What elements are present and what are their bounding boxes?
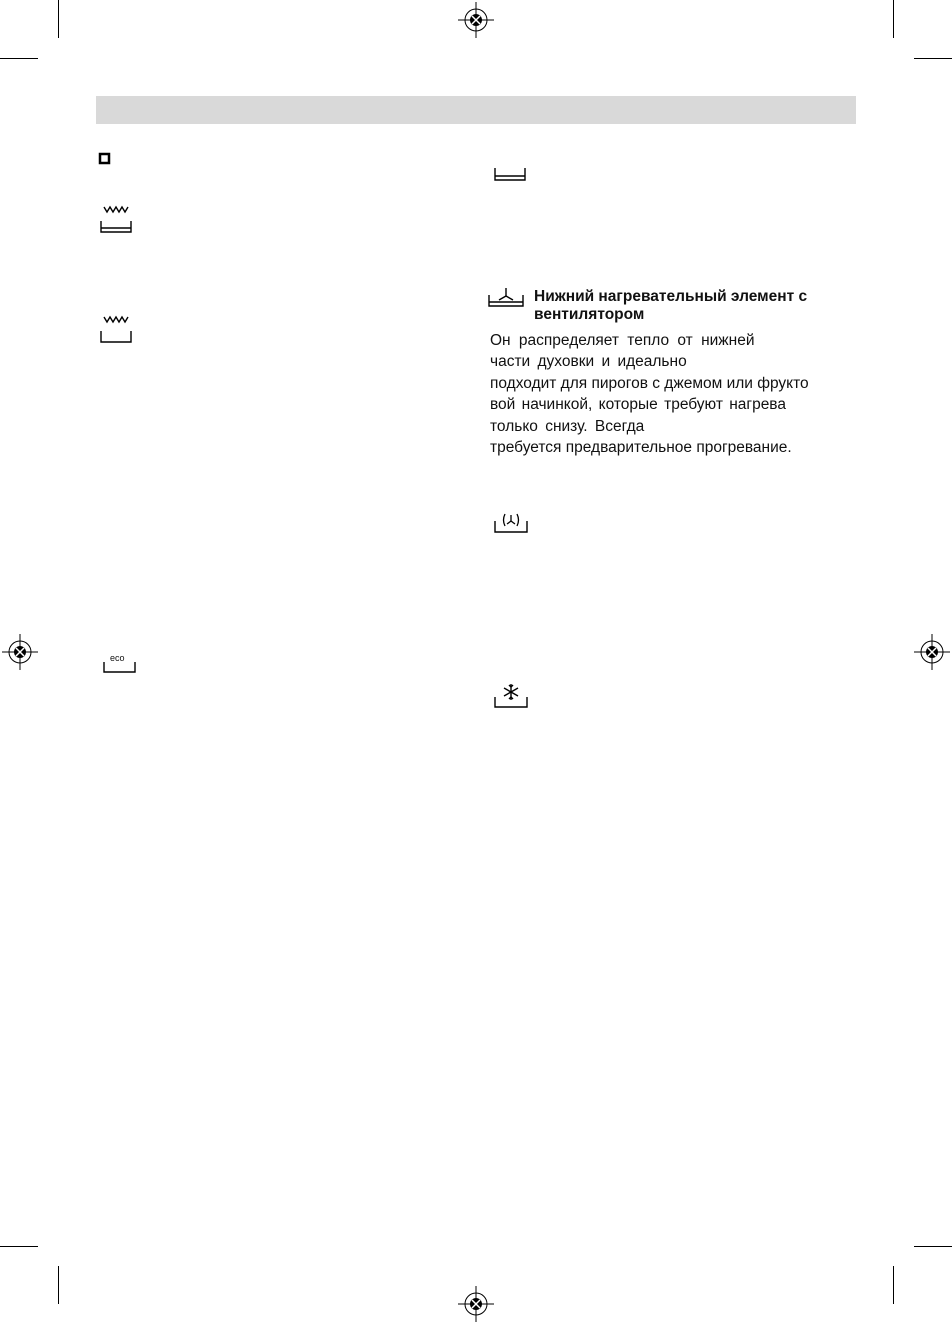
bottom-fan-heading	[534, 288, 864, 324]
description-line: только снизу. Всегда	[490, 417, 645, 435]
registration-mark-top-icon	[456, 0, 496, 40]
description-line: вой начинкой, которые требуют нагрева	[490, 396, 786, 414]
bottom-heat-fan-icon	[486, 284, 526, 310]
crop-mark-top-left-h	[0, 58, 38, 59]
off-square-icon	[98, 152, 112, 166]
description-line: Он распределяет тепло от нижней	[490, 332, 755, 349]
bottom-fan-description	[490, 330, 862, 458]
defrost-snowflake-icon	[492, 682, 530, 710]
top-bottom-heat-icon	[98, 202, 134, 236]
crop-mark-bottom-left-v	[58, 1266, 59, 1304]
description-line: требуется предварительное прогревание.	[490, 439, 792, 457]
registration-mark-right-icon	[912, 632, 952, 672]
eco-mode-icon	[100, 648, 140, 676]
heading-line: вентилятором	[534, 306, 645, 323]
crop-mark-bottom-right-v	[893, 1266, 894, 1304]
crop-mark-top-right-h	[914, 58, 952, 59]
crop-mark-bottom-right-h	[914, 1246, 952, 1247]
registration-mark-bottom-icon	[456, 1284, 496, 1324]
fan-heat-icon	[492, 510, 530, 536]
description-line: части духовки и идеально	[490, 353, 687, 371]
eco-label: eco	[110, 653, 125, 663]
crop-mark-top-right-v	[893, 0, 894, 38]
crop-mark-bottom-left-h	[0, 1246, 38, 1247]
top-heat-icon	[98, 312, 134, 346]
registration-mark-left-icon	[0, 632, 40, 672]
section-header-bar	[96, 96, 856, 124]
crop-mark-top-left-v	[58, 0, 59, 38]
heading-line: Нижний нагревательный элемент с	[534, 288, 808, 305]
description-line: подходит для пирогов с джемом или фрукто	[490, 374, 809, 392]
bottom-heat-icon	[492, 164, 528, 184]
